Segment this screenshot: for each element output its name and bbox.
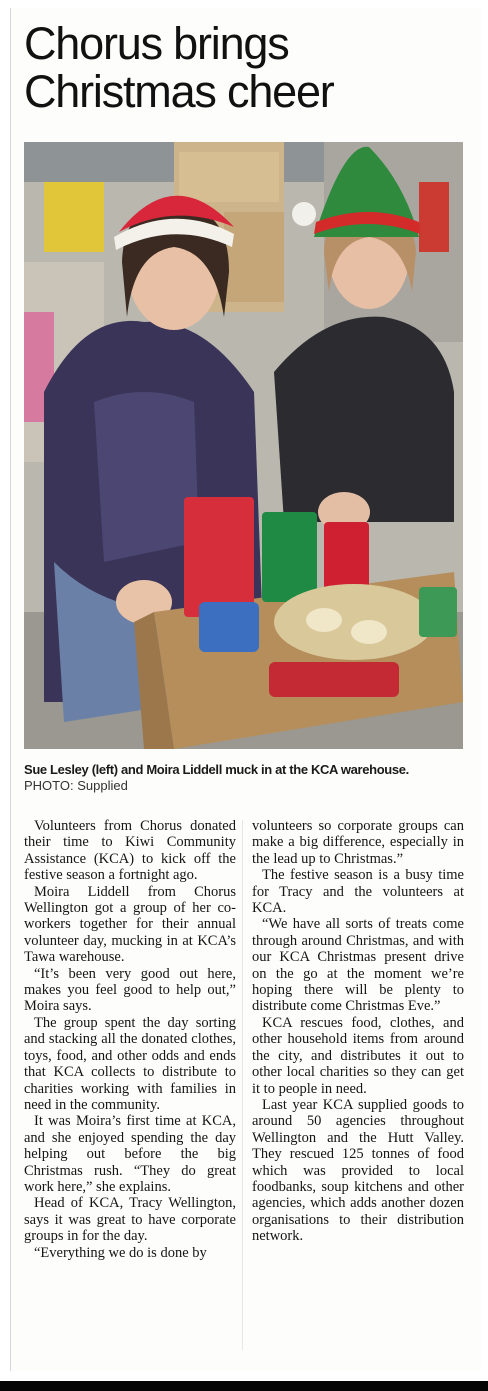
paragraph: “It’s been very good out here, makes you feel good to help out,” Moira says. bbox=[24, 965, 236, 1015]
paragraph: The group spent the day sorting and stacking all the donated clothes, toys, food, and other odds and ends that KCA collects to distribute to charities working with families in need in the community. bbox=[24, 1014, 236, 1113]
photo-credit: PHOTO: Supplied bbox=[24, 778, 128, 793]
page-bottom-bar bbox=[0, 1381, 488, 1391]
paragraph: Head of KCA, Tracy Wellington, says it was great to have corporate groups in for the day. bbox=[24, 1195, 236, 1245]
paragraph: The festive season is a busy time for Tracy and the volunteers at KCA. bbox=[252, 867, 464, 917]
paragraph: “We have all sorts of treats come through around Christmas, and with our KCA Christmas present drive on the go at the moment we’re hoping there will be plenty to distribute come Christmas Eve.” bbox=[252, 916, 464, 1015]
photo-two-women-with-donation-box-icon bbox=[24, 142, 463, 749]
article-column-1 bbox=[24, 818, 236, 1261]
headline-line-2: Christmas cheer bbox=[24, 66, 334, 117]
article-column-2 bbox=[252, 818, 464, 1245]
paragraph: KCA rescues food, clothes, and other household items from around the city, and distributes it out to other local charities so they can get it to people in need. bbox=[252, 1014, 464, 1097]
headline bbox=[24, 20, 474, 116]
article-photo bbox=[24, 142, 463, 749]
photo-caption bbox=[24, 762, 474, 794]
paragraph: volunteers so corporate groups can make a big difference, especially in the lead up to Christmas.” bbox=[252, 818, 464, 867]
headline-line-1: Chorus brings bbox=[24, 18, 289, 69]
paragraph: It was Moira’s first time at KCA, and she enjoyed spending the day helping out before the big Christmas rush. “They do great work here,” she explains. bbox=[24, 1113, 236, 1195]
paragraph: Last year KCA supplied goods to around 50 agencies throughout Wellington and the Hutt Valley. They rescued 125 tonnes of food which was provided to local foodbanks, soup kitchens and other agencies, which adds another dozen organisations to their distribution network. bbox=[252, 1096, 464, 1245]
column-divider bbox=[242, 820, 243, 1350]
paragraph: “Everything we do is done by bbox=[34, 1244, 207, 1261]
caption-text: Sue Lesley (left) and Moira Liddell muck in at the KCA warehouse. bbox=[24, 762, 409, 777]
paragraph: Volunteers from Chorus donated their time to Kiwi Community Assistance (KCA) to kick off the festive season a fortnight ago. bbox=[24, 818, 236, 884]
paragraph: Moira Liddell from Chorus Wellington got a group of her co-workers together for their annual volunteer day, mucking in at KCA’s Tawa warehouse. bbox=[24, 883, 236, 966]
